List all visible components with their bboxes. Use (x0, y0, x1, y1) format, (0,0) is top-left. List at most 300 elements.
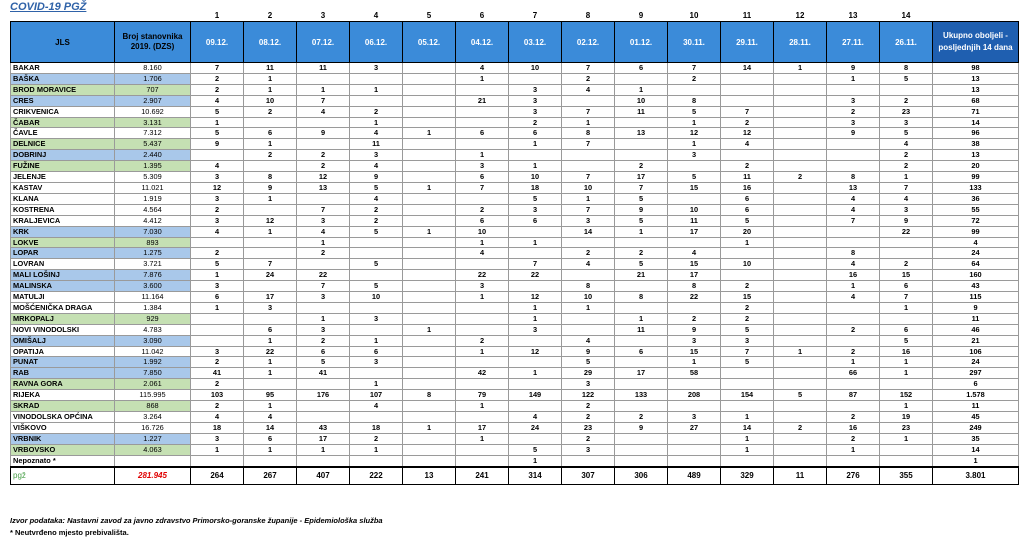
daily-cases: 1 (668, 117, 721, 128)
daily-cases: 3 (297, 292, 350, 303)
date-header: 07.12. (297, 22, 350, 63)
table-row (11, 292, 1019, 303)
daily-cases: 6 (456, 128, 509, 139)
daily-cases (668, 84, 721, 95)
daily-cases: 3 (668, 412, 721, 423)
daily-cases: 1 (827, 73, 880, 84)
daily-cases: 29 (562, 368, 615, 379)
daily-cases: 5 (721, 357, 774, 368)
daily-cases (456, 259, 509, 270)
daily-cases: 3 (297, 324, 350, 335)
municipality-name: KRALJEVICA (11, 215, 115, 226)
daily-cases (403, 433, 456, 444)
daily-cases (244, 117, 297, 128)
daily-cases: 1 (721, 412, 774, 423)
daily-cases (880, 444, 933, 455)
daily-cases: 1 (191, 444, 244, 455)
daily-cases (509, 335, 562, 346)
daily-cases: 1 (880, 433, 933, 444)
municipality-name: MRKOPALJ (11, 313, 115, 324)
daily-cases: 8 (668, 95, 721, 106)
daily-cases: 16 (827, 422, 880, 433)
daily-cases: 2 (562, 433, 615, 444)
daily-cases: 1 (244, 357, 297, 368)
daily-cases: 5 (880, 73, 933, 84)
table-row (11, 259, 1019, 270)
daily-cases: 2 (668, 73, 721, 84)
population-value: 10.692 (115, 106, 191, 117)
daily-cases: 42 (456, 368, 509, 379)
daily-cases: 4 (509, 412, 562, 423)
table-row (11, 455, 1019, 466)
table-row (11, 335, 1019, 346)
day-number: 13 (848, 11, 858, 20)
daily-cases (668, 444, 721, 455)
daily-cases: 3 (191, 346, 244, 357)
daily-cases (403, 95, 456, 106)
daily-cases: 11 (350, 139, 403, 150)
day-number: 1 (214, 11, 220, 20)
daily-cases: 2 (297, 161, 350, 172)
daily-cases (774, 281, 827, 292)
daily-cases: 21 (456, 95, 509, 106)
daily-cases: 1 (350, 444, 403, 455)
municipality-name: RAB (11, 368, 115, 379)
totals-label: pgž (11, 467, 115, 485)
daily-cases: 133 (615, 390, 668, 401)
daily-cases: 1 (456, 150, 509, 161)
daily-cases (774, 357, 827, 368)
daily-cases (191, 335, 244, 346)
daily-cases: 58 (668, 368, 721, 379)
daily-cases: 17 (668, 270, 721, 281)
daily-cases: 5 (191, 259, 244, 270)
daily-cases: 3 (244, 302, 297, 313)
daily-cases: 13 (827, 182, 880, 193)
daily-cases: 2 (350, 106, 403, 117)
daily-cases: 7 (615, 182, 668, 193)
daily-cases (297, 193, 350, 204)
daily-cases (244, 455, 297, 466)
population-header: Broj stanovnika 2019. (DZS) (115, 22, 191, 63)
daily-cases: 103 (191, 390, 244, 401)
daily-cases: 7 (562, 204, 615, 215)
daily-cases: 1 (297, 444, 350, 455)
population-value: 2.440 (115, 150, 191, 161)
population-value: 7.876 (115, 270, 191, 281)
daily-cases: 2 (456, 204, 509, 215)
daily-cases: 24 (244, 270, 297, 281)
daily-cases (827, 401, 880, 412)
daily-cases: 7 (456, 182, 509, 193)
daily-cases: 10 (509, 63, 562, 74)
municipality-name: OPATIJA (11, 346, 115, 357)
municipality-name: KASTAV (11, 182, 115, 193)
daily-cases: 20 (721, 226, 774, 237)
daily-cases (827, 150, 880, 161)
daily-cases: 8 (827, 248, 880, 259)
daily-total: 329 (721, 467, 774, 485)
daily-cases: 22 (456, 270, 509, 281)
daily-cases: 1 (456, 346, 509, 357)
daily-cases: 4 (827, 204, 880, 215)
daily-cases: 1 (244, 139, 297, 150)
daily-cases (615, 401, 668, 412)
daily-cases (350, 95, 403, 106)
daily-cases: 6 (615, 63, 668, 74)
daily-cases (509, 73, 562, 84)
daily-cases (615, 150, 668, 161)
daily-cases: 1 (562, 302, 615, 313)
daily-cases: 2 (880, 161, 933, 172)
total-cases: 14 (933, 444, 1019, 455)
daily-cases: 1 (403, 324, 456, 335)
daily-cases (297, 412, 350, 423)
daily-cases: 8 (562, 128, 615, 139)
daily-cases: 41 (191, 368, 244, 379)
table-row (11, 128, 1019, 139)
daily-cases: 4 (350, 193, 403, 204)
municipality-name: MALI LOŠINJ (11, 270, 115, 281)
daily-cases (403, 379, 456, 390)
daily-cases (350, 302, 403, 313)
daily-cases (615, 335, 668, 346)
daily-cases (774, 313, 827, 324)
daily-cases (774, 433, 827, 444)
daily-cases: 7 (562, 139, 615, 150)
daily-cases: 12 (721, 128, 774, 139)
daily-cases (774, 237, 827, 248)
daily-cases: 1 (562, 193, 615, 204)
daily-cases: 2 (456, 335, 509, 346)
municipality-name: CRES (11, 95, 115, 106)
daily-cases: 6 (244, 324, 297, 335)
daily-cases: 107 (350, 390, 403, 401)
daily-cases: 3 (191, 281, 244, 292)
daily-cases: 4 (456, 63, 509, 74)
daily-cases (403, 248, 456, 259)
daily-cases (880, 313, 933, 324)
total-cases: 24 (933, 248, 1019, 259)
daily-cases: 4 (191, 161, 244, 172)
daily-cases (403, 259, 456, 270)
daily-cases: 1 (191, 117, 244, 128)
daily-cases: 1 (403, 226, 456, 237)
total-cases: 11 (933, 401, 1019, 412)
daily-cases: 9 (191, 139, 244, 150)
daily-cases (509, 379, 562, 390)
daily-cases: 2 (827, 346, 880, 357)
daily-cases: 4 (827, 292, 880, 303)
daily-cases: 1 (562, 117, 615, 128)
daily-cases (509, 150, 562, 161)
day-number: 7 (532, 11, 538, 20)
daily-cases: 8 (827, 172, 880, 183)
daily-cases: 1 (827, 281, 880, 292)
municipality-name: OMIŠALJ (11, 335, 115, 346)
daily-cases: 18 (350, 422, 403, 433)
table-row (11, 172, 1019, 183)
daily-cases (297, 259, 350, 270)
population-value: 1.992 (115, 357, 191, 368)
daily-cases: 2 (191, 204, 244, 215)
daily-cases: 6 (880, 281, 933, 292)
daily-cases (297, 73, 350, 84)
day-number: 9 (638, 11, 644, 20)
daily-cases: 1 (880, 368, 933, 379)
date-header: 29.11. (721, 22, 774, 63)
daily-cases: 2 (615, 248, 668, 259)
daily-cases (403, 401, 456, 412)
daily-cases: 3 (880, 204, 933, 215)
daily-cases: 41 (297, 368, 350, 379)
population-value: 707 (115, 84, 191, 95)
daily-cases: 7 (562, 63, 615, 74)
day-number: 2 (267, 11, 273, 20)
daily-cases (456, 313, 509, 324)
daily-cases (615, 379, 668, 390)
daily-total: 306 (615, 467, 668, 485)
daily-cases (668, 401, 721, 412)
daily-cases: 3 (668, 335, 721, 346)
population-value: 1.395 (115, 161, 191, 172)
daily-cases: 3 (827, 95, 880, 106)
daily-cases (615, 357, 668, 368)
daily-cases: 9 (350, 172, 403, 183)
daily-cases (509, 248, 562, 259)
daily-cases: 16 (880, 346, 933, 357)
daily-cases: 2 (774, 422, 827, 433)
population-value: 7.030 (115, 226, 191, 237)
daily-cases (403, 73, 456, 84)
total-cases: 46 (933, 324, 1019, 335)
daily-cases: 15 (721, 292, 774, 303)
municipality-name: MATULJI (11, 292, 115, 303)
daily-cases: 4 (562, 84, 615, 95)
daily-cases: 2 (297, 248, 350, 259)
daily-cases: 1 (403, 422, 456, 433)
daily-cases (456, 84, 509, 95)
daily-cases: 5 (350, 281, 403, 292)
table-row (11, 161, 1019, 172)
daily-cases: 5 (350, 226, 403, 237)
daily-cases: 7 (509, 259, 562, 270)
daily-cases (244, 248, 297, 259)
daily-cases: 5 (509, 193, 562, 204)
table-row (11, 357, 1019, 368)
daily-cases: 87 (827, 390, 880, 401)
municipality-name: BROD MORAVICE (11, 84, 115, 95)
daily-cases (403, 237, 456, 248)
daily-cases: 5 (721, 215, 774, 226)
daily-cases: 3 (509, 324, 562, 335)
daily-cases: 7 (721, 106, 774, 117)
total-cases: 38 (933, 139, 1019, 150)
daily-cases (827, 335, 880, 346)
daily-cases (774, 292, 827, 303)
daily-cases (615, 73, 668, 84)
table-row (11, 193, 1019, 204)
daily-cases: 2 (191, 73, 244, 84)
day-number: 6 (479, 11, 485, 20)
daily-cases: 2 (562, 248, 615, 259)
daily-cases (456, 302, 509, 313)
day-number: 12 (795, 11, 805, 20)
daily-cases: 2 (721, 161, 774, 172)
table-body (11, 63, 1019, 485)
population-value: 7.850 (115, 368, 191, 379)
daily-cases: 1 (244, 84, 297, 95)
daily-cases (774, 335, 827, 346)
municipality-name: VRBNIK (11, 433, 115, 444)
daily-total: 264 (191, 467, 244, 485)
day-number: 10 (689, 11, 699, 20)
daily-cases: 8 (615, 292, 668, 303)
daily-cases: 12 (509, 292, 562, 303)
daily-cases (403, 335, 456, 346)
daily-cases (721, 73, 774, 84)
daily-total: 267 (244, 467, 297, 485)
population-value: 16.726 (115, 422, 191, 433)
daily-cases: 4 (244, 412, 297, 423)
daily-cases (191, 313, 244, 324)
daily-cases: 8 (668, 281, 721, 292)
daily-cases (668, 193, 721, 204)
daily-cases: 176 (297, 390, 350, 401)
daily-cases: 14 (244, 422, 297, 433)
date-header: 02.12. (562, 22, 615, 63)
daily-cases (350, 270, 403, 281)
municipality-name: VINODOLSKA OPĆINA (11, 412, 115, 423)
population-value: 1.275 (115, 248, 191, 259)
table-row (11, 226, 1019, 237)
daily-cases (774, 215, 827, 226)
daily-cases (562, 270, 615, 281)
daily-cases: 4 (721, 139, 774, 150)
daily-cases (668, 161, 721, 172)
table-row (11, 182, 1019, 193)
daily-cases: 1 (509, 161, 562, 172)
daily-cases: 8 (562, 281, 615, 292)
table-row (11, 204, 1019, 215)
population-value: 3.090 (115, 335, 191, 346)
daily-cases: 1 (615, 313, 668, 324)
table-row (11, 324, 1019, 335)
daily-cases (297, 455, 350, 466)
daily-cases: 9 (562, 346, 615, 357)
daily-cases (774, 139, 827, 150)
table-row (11, 379, 1019, 390)
total-cases: 68 (933, 95, 1019, 106)
daily-cases: 17 (615, 368, 668, 379)
daily-cases: 17 (456, 422, 509, 433)
table-row (11, 390, 1019, 401)
daily-cases: 2 (721, 117, 774, 128)
daily-cases: 9 (615, 422, 668, 433)
daily-cases: 9 (297, 128, 350, 139)
daily-cases: 3 (191, 433, 244, 444)
daily-total: 314 (509, 467, 562, 485)
daily-cases: 15 (668, 182, 721, 193)
daily-cases (456, 324, 509, 335)
daily-cases (668, 302, 721, 313)
daily-cases: 5 (668, 106, 721, 117)
daily-cases (721, 401, 774, 412)
daily-cases: 8 (403, 390, 456, 401)
table-row (11, 368, 1019, 379)
daily-cases (509, 401, 562, 412)
daily-cases: 3 (562, 215, 615, 226)
municipality-name: KRK (11, 226, 115, 237)
date-header: 04.12. (456, 22, 509, 63)
daily-cases: 2 (562, 73, 615, 84)
daily-cases: 3 (350, 150, 403, 161)
daily-cases: 2 (297, 335, 350, 346)
daily-cases (774, 270, 827, 281)
grand-total: 3.801 (933, 467, 1019, 485)
municipality-name: Nepoznato * (11, 455, 115, 466)
daily-cases: 6 (244, 433, 297, 444)
daily-cases: 3 (562, 379, 615, 390)
daily-cases: 3 (350, 357, 403, 368)
daily-cases: 18 (509, 182, 562, 193)
daily-cases: 10 (456, 226, 509, 237)
daily-cases: 1 (509, 237, 562, 248)
daily-cases: 7 (880, 292, 933, 303)
daily-total: 241 (456, 467, 509, 485)
municipality-name: DOBRINJ (11, 150, 115, 161)
daily-cases (297, 401, 350, 412)
daily-cases (191, 150, 244, 161)
daily-cases: 17 (668, 226, 721, 237)
daily-cases (350, 368, 403, 379)
daily-cases: 9 (615, 204, 668, 215)
daily-cases: 22 (880, 226, 933, 237)
table-row (11, 248, 1019, 259)
daily-cases: 7 (297, 204, 350, 215)
daily-cases: 11 (615, 106, 668, 117)
daily-cases: 9 (244, 182, 297, 193)
daily-cases (774, 95, 827, 106)
municipality-name: KLANA (11, 193, 115, 204)
total-cases: 1 (933, 455, 1019, 466)
date-header: 06.12. (350, 22, 403, 63)
daily-cases: 1 (244, 368, 297, 379)
daily-cases: 2 (668, 313, 721, 324)
daily-cases (297, 379, 350, 390)
table-row (11, 63, 1019, 74)
daily-cases: 2 (297, 150, 350, 161)
daily-cases: 66 (827, 368, 880, 379)
daily-cases (721, 270, 774, 281)
daily-cases: 5 (668, 172, 721, 183)
daily-cases: 12 (244, 215, 297, 226)
daily-cases: 2 (509, 117, 562, 128)
population-value: 4.564 (115, 204, 191, 215)
daily-total: 355 (880, 467, 933, 485)
daily-cases: 2 (721, 313, 774, 324)
total-cases: 11 (933, 313, 1019, 324)
table-row (11, 139, 1019, 150)
table-row (11, 95, 1019, 106)
daily-cases: 6 (456, 215, 509, 226)
daily-cases: 154 (721, 390, 774, 401)
daily-cases (827, 302, 880, 313)
daily-cases: 15 (668, 346, 721, 357)
daily-cases (562, 161, 615, 172)
daily-cases: 1 (721, 237, 774, 248)
daily-cases: 5 (615, 215, 668, 226)
